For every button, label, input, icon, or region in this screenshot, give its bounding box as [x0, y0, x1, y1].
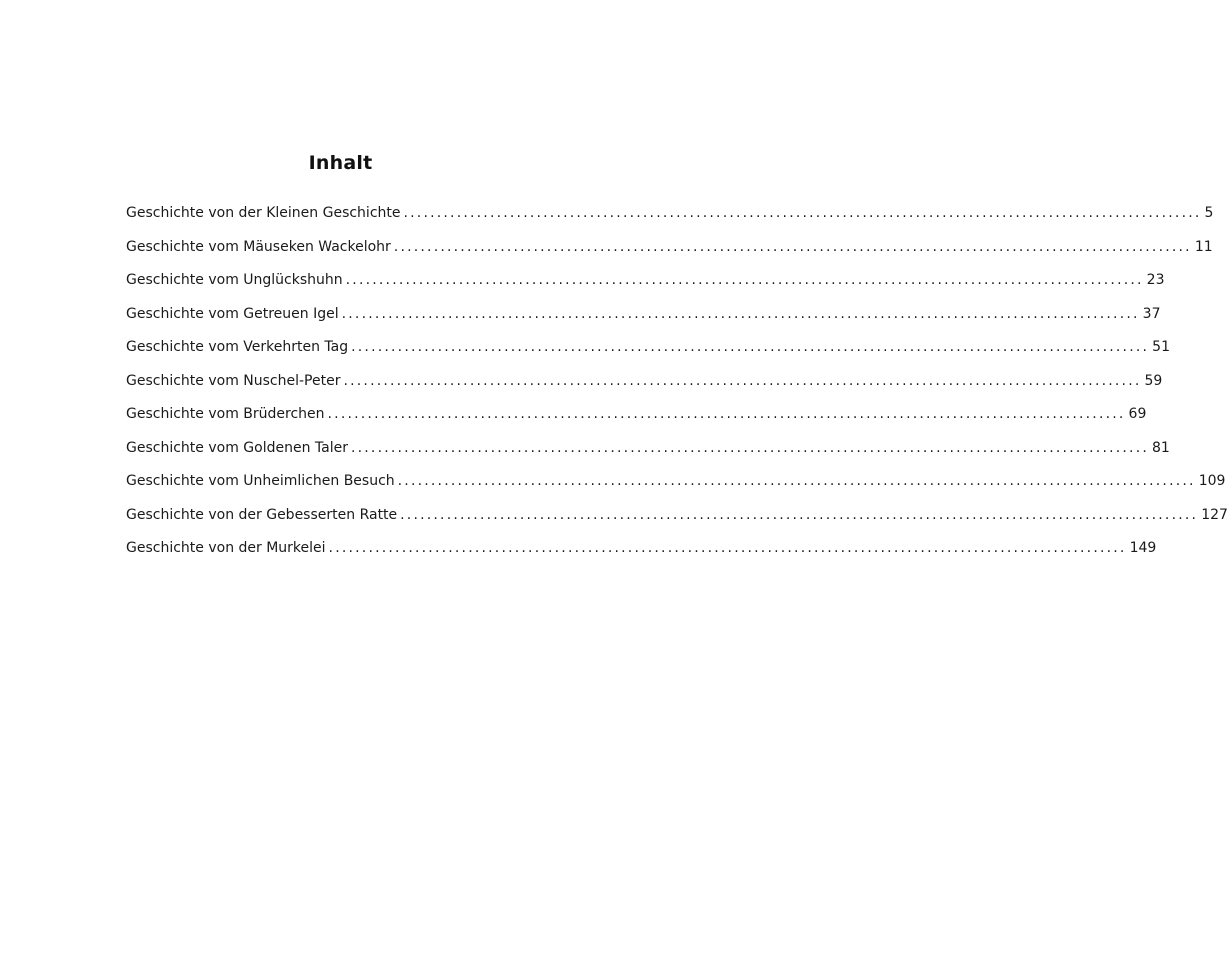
toc-entry-title: Geschichte von der Murkelei: [126, 540, 326, 556]
toc-entry-page: 11: [1194, 238, 1213, 255]
toc-heading: Inhalt: [308, 152, 373, 174]
table-of-contents: [126, 203, 1228, 572]
toc-entry: [126, 404, 1147, 438]
toc-entry-title: Geschichte vom Brüderchen: [126, 406, 325, 422]
toc-entry: [126, 538, 1157, 572]
dot-leader: ........................................................................................................................: [351, 339, 1150, 355]
dot-leader: ........................................................................................................................: [403, 205, 1202, 221]
toc-entry-title: Geschichte vom Nuschel-Peter: [126, 372, 341, 389]
dot-leader: ........................................................................................................................: [350, 439, 1149, 456]
toc-entry: [126, 371, 1163, 405]
toc-entry-page: 69: [1128, 406, 1147, 422]
toc-entry-page: 59: [1144, 372, 1163, 389]
toc-entry-page: 37: [1142, 305, 1161, 322]
toc-entry: [126, 337, 1170, 371]
toc-entry-title: Geschichte vom Verkehrten Tag: [126, 339, 349, 355]
dot-leader: ........................................................................................................................: [400, 506, 1199, 523]
toc-entry-page: 127: [1201, 506, 1228, 523]
toc-entry: [126, 304, 1161, 338]
dot-leader: ........................................................................................................................: [393, 238, 1192, 255]
toc-entry-page: 109: [1198, 473, 1226, 489]
dot-leader: ........................................................................................................................: [343, 372, 1142, 389]
toc-entry-page: 23: [1146, 272, 1165, 288]
toc-entry-title: Geschichte von der Gebesserten Ratte: [126, 506, 398, 523]
toc-entry-title: Geschichte von der Kleinen Geschichte: [126, 205, 401, 221]
toc-entry-title: Geschichte vom Unheimlichen Besuch: [126, 473, 395, 489]
toc-entry: [126, 505, 1228, 539]
dot-leader: ........................................................................................................................: [397, 473, 1196, 489]
toc-entry: [126, 203, 1214, 237]
toc-entry-title: Geschichte vom Unglückshuhn: [126, 272, 343, 288]
dot-leader: ........................................................................................................................: [345, 272, 1144, 288]
toc-entry: [126, 438, 1170, 472]
toc-entry: [126, 471, 1226, 505]
toc-entry-title: Geschichte vom Getreuen Igel: [126, 305, 339, 322]
toc-entry-page: 51: [1152, 339, 1170, 355]
dot-leader: ........................................................................................................................: [327, 406, 1126, 422]
dot-leader: ........................................................................................................................: [341, 305, 1140, 322]
toc-entry: [126, 270, 1165, 304]
dot-leader: ........................................................................................................................: [328, 540, 1127, 556]
toc-entry-page: 149: [1129, 540, 1157, 556]
toc-entry-title: Geschichte vom Goldenen Taler: [126, 439, 348, 456]
toc-entry: [126, 237, 1213, 271]
toc-entry-title: Geschichte vom Mäuseken Wackelohr: [126, 238, 391, 255]
toc-entry-page: 81: [1152, 439, 1170, 456]
toc-entry-page: 5: [1204, 205, 1214, 221]
